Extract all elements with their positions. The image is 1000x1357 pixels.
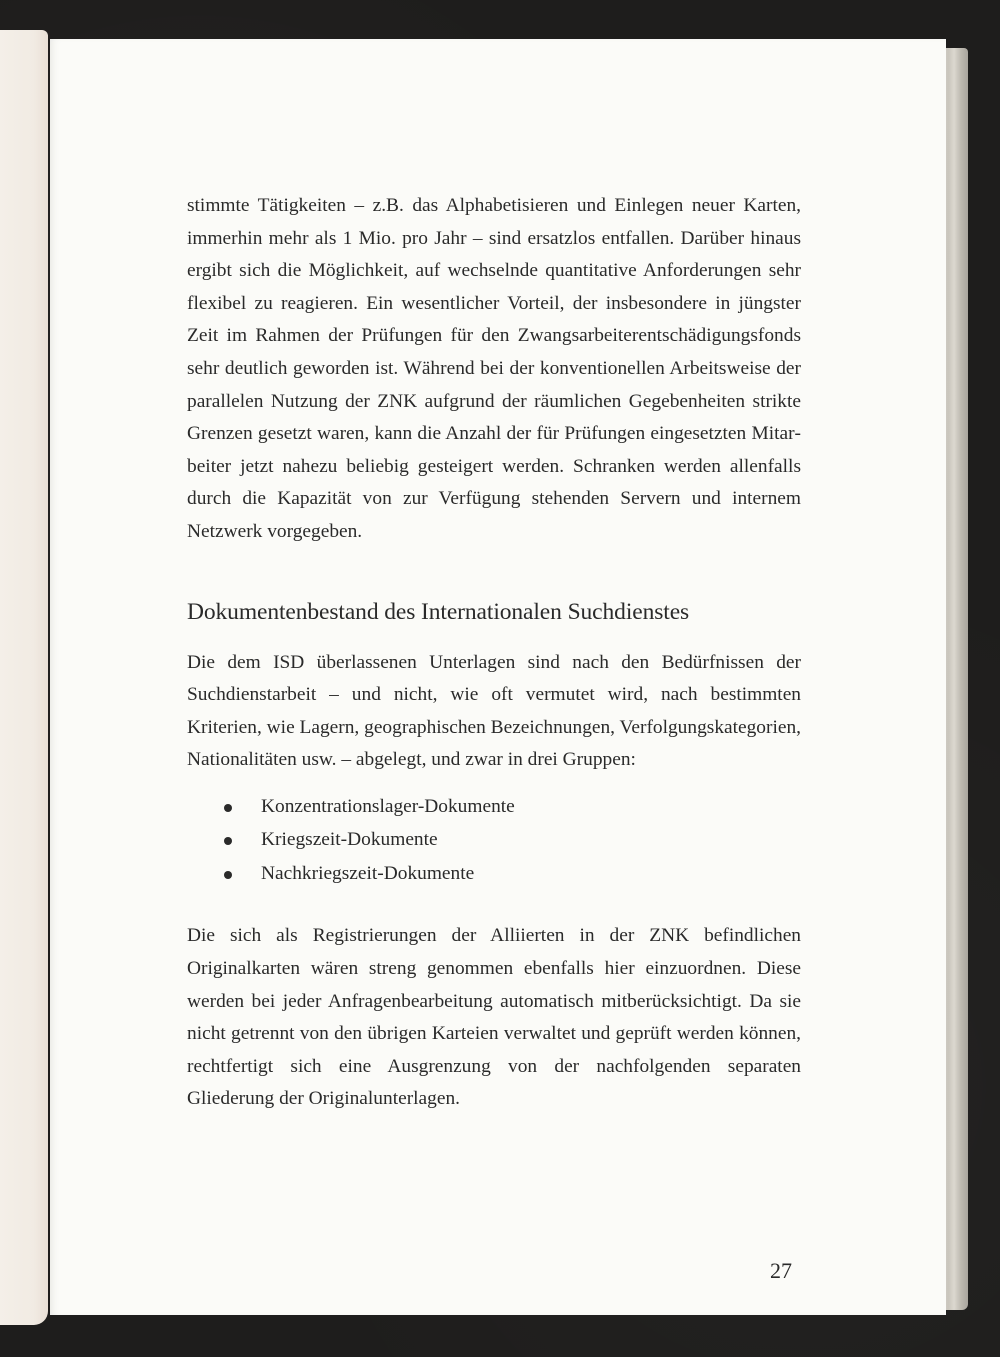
page-number: 27 [770,1258,792,1283]
bullet-icon [224,837,232,845]
section-heading: Dokumentenbestand des Internationalen Suchdienstes [187,598,690,625]
list-item-label: Konzentrationslager-Dokumente [261,795,515,817]
closing-paragraph: Die sich als Registrierungen der Alliierten in der ZNK befindlichen Originalkarten wären streng genommen ebenfalls hier einzuordnen. Diese werden bei jeder Anfragenbearbeitung automatisch mitberücksichtigt. Da sie nicht getrennt von den übrigen Karteien verwaltet und geprüft werden können, rechtfertigt sich eine Ausgrenzung von der nachfolgenden separaten Gliederung der Originalunterlagen. [187,925,801,1110]
document-groups-list [187,790,801,891]
book-page [50,39,946,1315]
list-item [187,857,801,891]
list-item-label: Nachkriegszeit-Dokumente [261,862,475,884]
intro-paragraph: stimmte Tätigkeiten – z.B. das Alphabetisieren und Einlegen neuer Karten, immerhin mehr als 1 Mio. pro Jahr – sind ersatzlos entfallen. Darüber hinaus ergibt sich die Möglichkeit, auf wechselnde quantitative Anforderungen sehr flexibel zu reagieren. Ein wesentlicher Vorteil, der insbesondere in jüngster Zeit im Rahmen der Prüfungen für den Zwangsarbeiterentschädigungsfonds sehr deutlich geworden ist. Während bei der konventionellen Arbeitsweise der parallelen Nutzung der ZNK aufgrund der räumlichen Gegebenheiten strikte Grenzen gesetzt waren, kann die Anzahl der für Prüfungen eingesetzten Mitarbeiter jetzt nahezu beliebig gesteigert werden. Schranken werden allenfalls durch die Kapazität von zur Verfügung stehenden Servern und internem Netzwerk vorgegeben. [187,195,801,542]
bullet-icon [224,804,232,812]
section-paragraph: Die dem ISD überlassenen Unterlagen sind nach den Bedürfnissen der Suchdienstarbeit – und nicht, wie oft vermutet wird, nach bestimmten Kriterien, wie Lagern, geographischen Bezeichnungen, Verfolgungskategorien, Nationalitäten usw. – abgelegt, und zwar in drei Gruppen: [187,651,801,771]
list-item [187,823,801,857]
list-item [187,790,801,824]
bullet-icon [224,871,232,879]
facing-page-edge [0,30,48,1325]
list-item-label: Kriegszeit-Dokumente [261,829,438,851]
page-content [187,190,801,1116]
